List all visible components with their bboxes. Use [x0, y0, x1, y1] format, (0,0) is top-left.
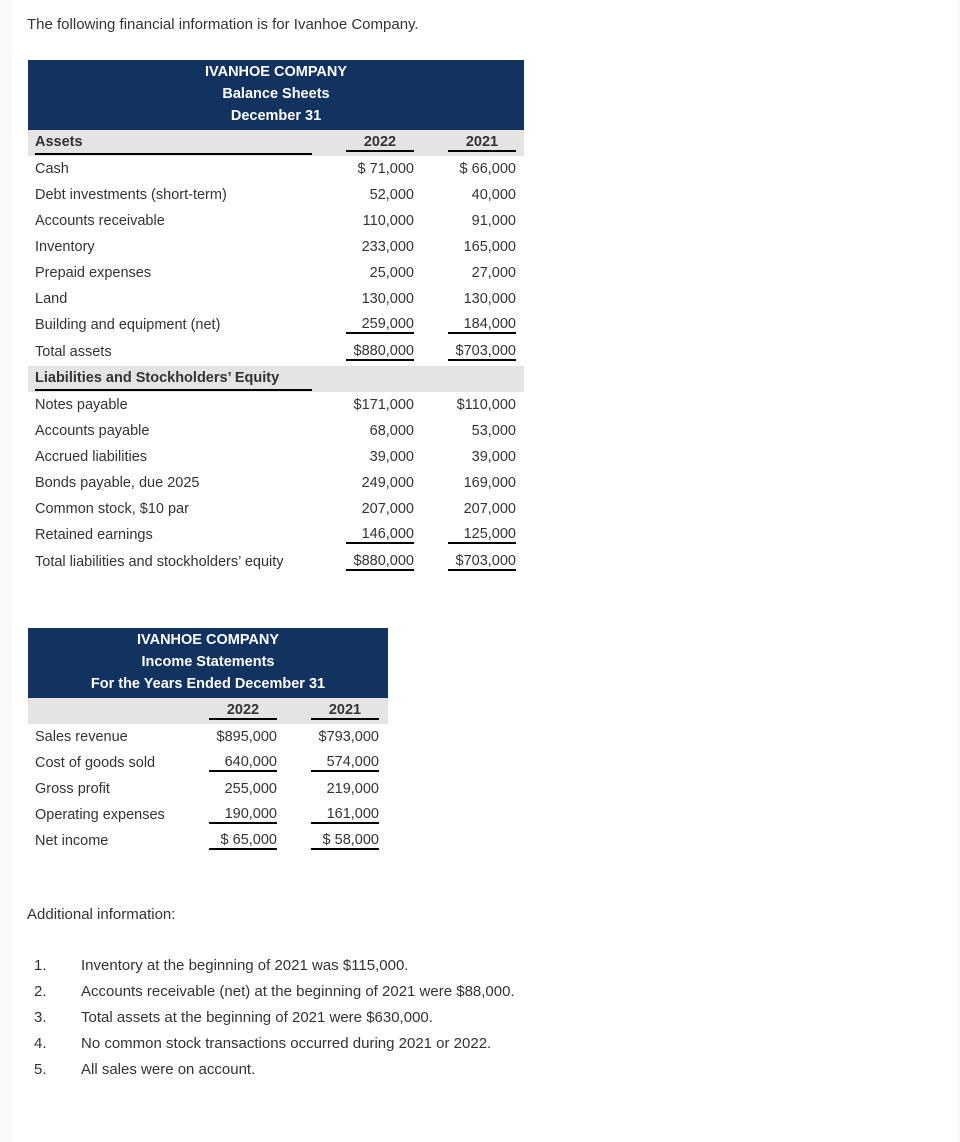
- table-row: [28, 392, 524, 418]
- assets-heading-row: [28, 130, 524, 156]
- row-label: Prepaid expenses: [35, 265, 152, 281]
- list-item: [34, 1030, 515, 1056]
- item-text: Total assets at the beginning of 2021 were $630,000.: [81, 1008, 433, 1026]
- total-assets-row: [28, 338, 524, 366]
- statement-period: For the Years Ended December 31: [90, 676, 326, 692]
- table-row: [28, 802, 388, 828]
- value-2022: 255,000: [224, 781, 277, 797]
- list-item: [34, 1056, 515, 1082]
- item-text: No common stock transactions occurred during 2021 or 2022.: [81, 1034, 492, 1052]
- value-2022: 39,000: [369, 449, 414, 465]
- item-number: 4.: [34, 1034, 47, 1052]
- item-number: 3.: [34, 1008, 47, 1026]
- value-2022: 190,000: [209, 806, 277, 824]
- statement-date: December 31: [230, 108, 322, 124]
- value-2022: 130,000: [361, 291, 414, 307]
- item-number: 2.: [34, 982, 47, 1000]
- value-2021: 165,000: [463, 239, 516, 255]
- value-2021: 161,000: [311, 806, 379, 824]
- assets-heading: Assets: [35, 132, 312, 155]
- value-2021: $703,000: [448, 553, 516, 571]
- intro-text: The following financial information is for Ivanhoe Company.: [27, 16, 419, 33]
- document-page: [12, 0, 957, 1142]
- value-2021: 169,000: [463, 475, 516, 491]
- table-row: [28, 750, 388, 776]
- row-label: Cash: [35, 161, 69, 177]
- value-2021: 219,000: [326, 781, 379, 797]
- table-row: [28, 470, 524, 496]
- value-2021: $ 66,000: [459, 161, 516, 177]
- table-row: [28, 234, 524, 260]
- row-label: Sales revenue: [35, 729, 128, 745]
- value-2022: 68,000: [369, 423, 414, 439]
- item-text: Accounts receivable (net) at the beginning of 2021 were $88,000.: [81, 982, 515, 1000]
- value-2021: $110,000: [456, 397, 516, 413]
- value-2022: 146,000: [346, 526, 414, 544]
- table-row: [28, 444, 524, 470]
- item-number: 5.: [34, 1060, 47, 1078]
- row-label: Total liabilities and stockholders’ equity: [35, 554, 284, 570]
- table-row: [28, 286, 524, 312]
- liabilities-heading-row: [28, 366, 524, 392]
- item-number: 1.: [34, 956, 47, 974]
- balance-sheet-table: [28, 60, 524, 576]
- item-text: All sales were on account.: [81, 1060, 256, 1078]
- table-row: [28, 776, 388, 802]
- income-statement-table: [28, 628, 388, 854]
- balance-sheet-header: [28, 60, 524, 130]
- row-label: Land: [35, 291, 68, 307]
- value-2022: $171,000: [353, 397, 414, 413]
- value-2022: 259,000: [346, 316, 414, 334]
- value-2022: $ 71,000: [357, 161, 414, 177]
- list-item: [34, 1004, 515, 1030]
- year-2022-header: 2022: [346, 134, 414, 152]
- value-2021: 207,000: [463, 501, 516, 517]
- statement-title: Income Statements: [141, 654, 275, 670]
- value-2021: $793,000: [318, 729, 379, 745]
- value-2022: $895,000: [216, 729, 277, 745]
- value-2022: $880,000: [346, 553, 414, 571]
- row-label: Building and equipment (net): [35, 317, 221, 333]
- value-2021: 27,000: [471, 265, 516, 281]
- value-2021: 53,000: [471, 423, 516, 439]
- company-name: IVANHOE COMPANY: [136, 632, 280, 648]
- liabilities-heading: Liabilities and Stockholders’ Equity: [35, 368, 312, 391]
- table-row: [28, 260, 524, 286]
- year-2022-header: 2022: [209, 702, 277, 720]
- row-label: Bonds payable, due 2025: [35, 475, 200, 491]
- income-statement-header: [28, 628, 388, 698]
- value-2021: 130,000: [463, 291, 516, 307]
- list-item: [34, 952, 515, 978]
- row-label: Gross profit: [35, 781, 110, 797]
- table-row: [28, 418, 524, 444]
- list-item: [34, 978, 515, 1004]
- table-row: [28, 208, 524, 234]
- value-2022: 25,000: [369, 265, 414, 281]
- value-2022: 233,000: [361, 239, 414, 255]
- company-name: IVANHOE COMPANY: [204, 64, 348, 80]
- year-header-row: [28, 698, 388, 724]
- value-2021: $ 58,000: [311, 832, 379, 850]
- row-label: Inventory: [35, 239, 95, 255]
- table-row: [28, 312, 524, 338]
- row-label: Retained earnings: [35, 527, 153, 543]
- value-2021: $703,000: [448, 343, 516, 361]
- table-row: [28, 156, 524, 182]
- row-label: Debt investments (short-term): [35, 187, 227, 203]
- row-label: Notes payable: [35, 397, 128, 413]
- row-label: Accounts payable: [35, 423, 150, 439]
- additional-info-title: Additional information:: [27, 906, 176, 923]
- total-liabilities-row: [28, 548, 524, 576]
- row-label: Accounts receivable: [35, 213, 165, 229]
- year-2021-header: 2021: [311, 702, 379, 720]
- table-row: [28, 496, 524, 522]
- row-label: Accrued liabilities: [35, 449, 148, 465]
- table-row: [28, 522, 524, 548]
- row-label: Common stock, $10 par: [35, 501, 189, 517]
- value-2022: 640,000: [209, 754, 277, 772]
- row-label: Net income: [35, 833, 109, 849]
- statement-title: Balance Sheets: [222, 86, 330, 102]
- value-2022: 110,000: [362, 213, 414, 229]
- value-2021: 574,000: [311, 754, 379, 772]
- item-text: Inventory at the beginning of 2021 was $115,000.: [81, 956, 409, 974]
- row-label: Total assets: [35, 344, 112, 360]
- net-income-row: [28, 828, 388, 854]
- additional-info-list: [34, 952, 515, 1082]
- value-2022: 249,000: [361, 475, 414, 491]
- value-2022: 207,000: [361, 501, 414, 517]
- row-label: Operating expenses: [35, 807, 165, 823]
- value-2022: $ 65,000: [209, 832, 277, 850]
- value-2021: 91,000: [471, 213, 516, 229]
- value-2021: 184,000: [448, 316, 516, 334]
- value-2021: 40,000: [471, 187, 516, 203]
- value-2021: 125,000: [448, 526, 516, 544]
- value-2022: $880,000: [346, 343, 414, 361]
- value-2022: 52,000: [369, 187, 414, 203]
- value-2021: 39,000: [471, 449, 516, 465]
- year-2021-header: 2021: [448, 134, 516, 152]
- table-row: [28, 724, 388, 750]
- table-row: [28, 182, 524, 208]
- row-label: Cost of goods sold: [35, 755, 156, 771]
